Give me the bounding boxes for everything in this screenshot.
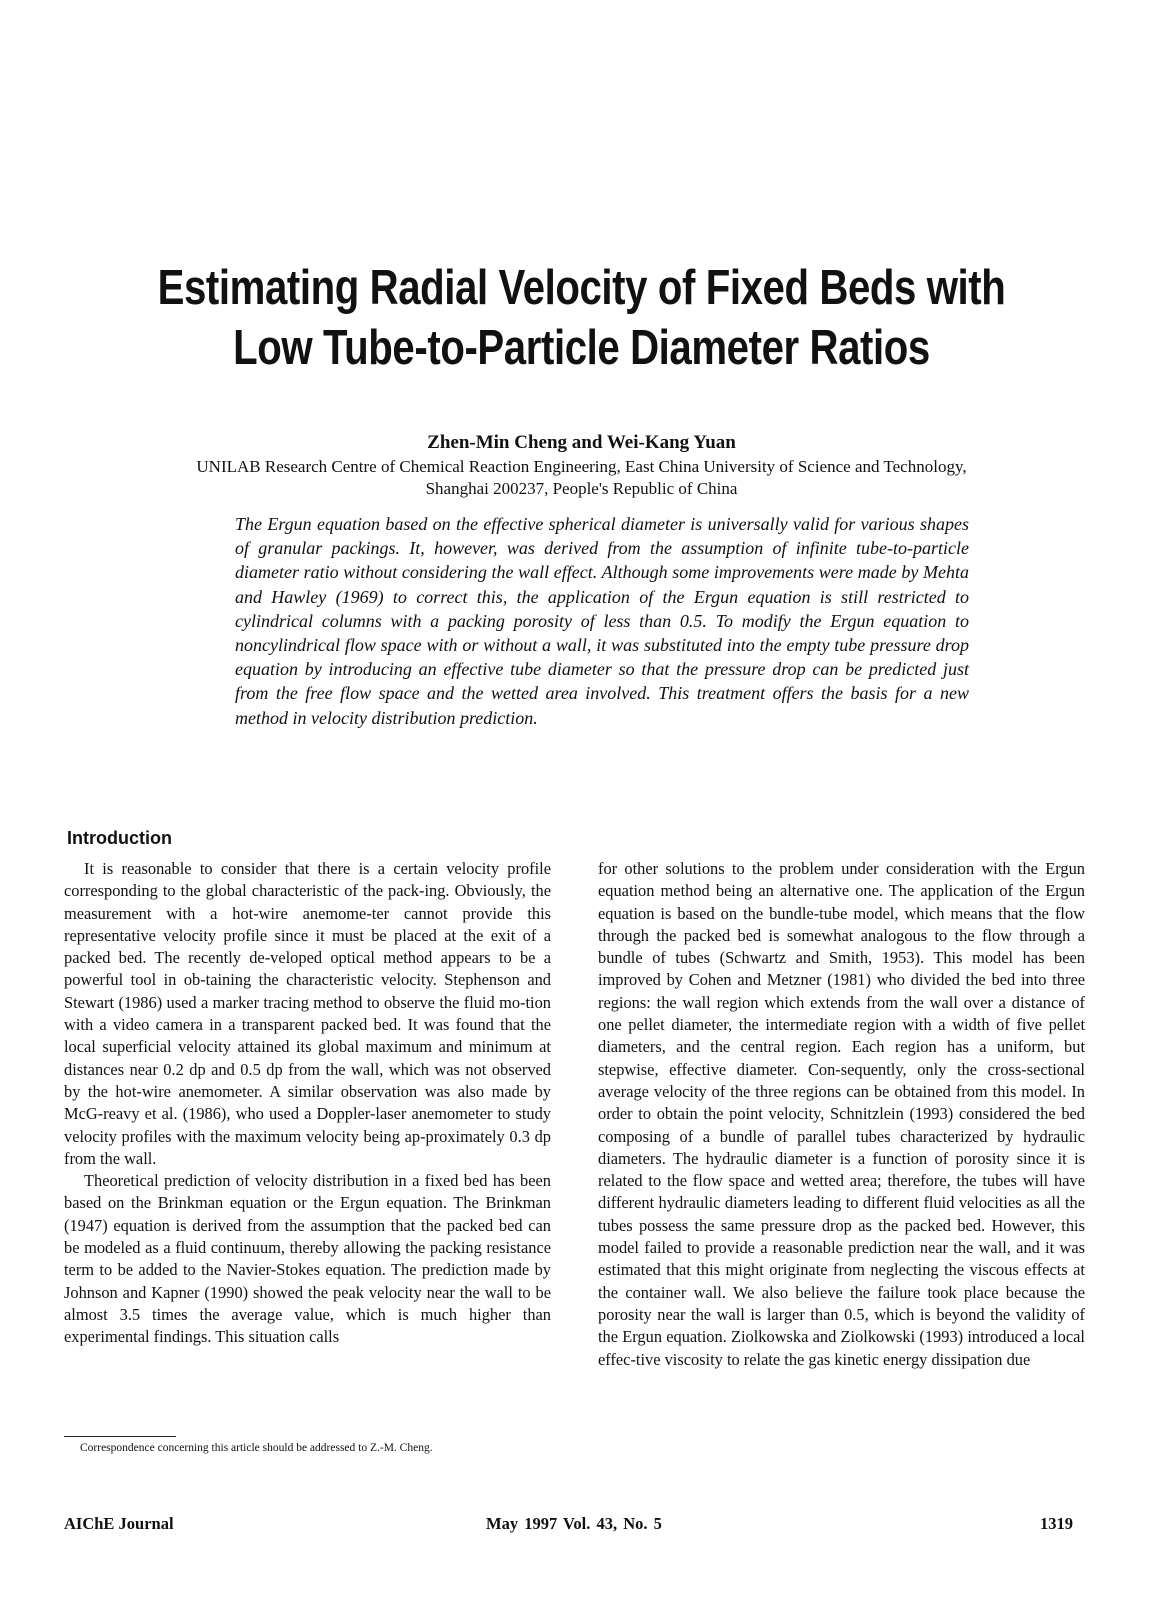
affiliation-line-2: Shanghai 200237, People's Republic of China	[425, 479, 738, 498]
left-paragraph-2: Theoretical prediction of velocity distribution in a fixed bed has been based on the Brinkman equation or the Ergun equation. The Brinkman (1947) equation is derived from the assumption that the packed bed can be modeled as a fluid continuum, thereby allowing the packing resistance term to be added to the Navier-Stokes equation. The prediction made by Johnson and Kapner (1990) showed the peak velocity near the wall to be almost 3.5 times the average value, which is much higher than experimental findings. This situation calls	[64, 1171, 551, 1347]
affiliation	[80, 456, 1083, 500]
abstract: The Ergun equation based on the effective spherical diameter is universally valid for various shapes of granular packings. It, however, was derived from the assumption of infinite tube-to-particle diameter ratio without considering the wall effect. Although some improvements were made by Mehta and Hawley (1969) to correct this, the application of the Ergun equation is still restricted to cylindrical columns with a packing porosity of less than 0.5. To modify the Ergun equation to noncylindrical flow space with or without a wall, it was substituted into the empty tube pressure drop equation by introducing an effective tube diameter so that the pressure drop can be predicted just from the free flow space and the wetted area involved. This treatment offers the basis for a new method in velocity distribution prediction.	[235, 514, 969, 728]
left-paragraph-1: It is reasonable to consider that there is a certain velocity profile corresponding to the global characteristic of the pack-ing. Obviously, the measurement with a hot-wire anemome-ter cannot provide this representative velocity profile since it must be placed at the exit of a packed bed. The recently de-veloped optical method appears to be a powerful tool in ob-taining the characteristic velocity. Stephenson and Stewart (1986) used a marker tracing method to observe the fluid mo-tion with a video camera in a transparent packed bed. It was found that the local superficial velocity attained its global maximum and minimum at distances near 0.2 dp and 0.5 dp from the wall, which was not observed by the hot-wire anemometer. A similar observation was also made by McG-reavy et al. (1986), who used a Doppler-laser anemometer to study velocity profiles with the maximum velocity being ap-proximately 0.3 dp from the wall.	[64, 859, 551, 1168]
right-column	[598, 858, 1085, 1371]
title-line-1: Estimating Radial Velocity of Fixed Beds with	[157, 261, 1006, 315]
left-column	[64, 858, 551, 1349]
authors: Zhen-Min Cheng and Wei-Kang Yuan	[427, 432, 736, 453]
right-paragraph-1: for other solutions to the problem under consideration with the Ergun equation method being an alternative one. The application of the Ergun equation is based on the bundle-tube model, which means that the flow through the packed bed is somewhat analogous to the flow through a bundle of tubes (Schwartz and Smith, 1953). This model has been improved by Cohen and Metzner (1981) who divided the bed into three regions: the wall region which extends from the wall over a distance of one pellet diameter, the intermediate region with a width of five pellet diameters, and the central region. Each region has a uniform, but stepwise, effective diameter. Con-sequently, only the cross-sectional average velocity of the three regions can be obtained from this model. In order to obtain the point velocity, Schnitzlein (1993) considered the bed composing of a bundle of parallel tubes characterized by hydraulic diameters. The hydraulic diameter is a function of porosity since it is related to the flow space and wetted area; therefore, the tubes will have different hydraulic diameters leading to different fluid velocities as all the tubes possess the same pressure drop as the packed bed. However, this model failed to provide a reasonable prediction near the wall, and it was estimated that this might originate from neglecting the viscous effects at the container wall. We also believe the failure took place because the porosity near the wall is larger than 0.5, which is beyond the validity of the Ergun equation. Ziolkowska and Ziolkowski (1993) introduced a local effec-tive viscosity to relate the gas kinetic energy dissipation due	[598, 859, 1085, 1369]
affiliation-line-1: UNILAB Research Centre of Chemical Reaction Engineering, East China University of Science and Technology,	[196, 457, 967, 476]
footer-page-number: 1319	[1040, 1514, 1073, 1533]
title-line-2: Low Tube-to-Particle Diameter Ratios	[233, 321, 930, 375]
footnote-rule	[64, 1436, 176, 1437]
footer-issue: May 1997 Vol. 43, No. 5	[486, 1514, 662, 1533]
section-heading-introduction: Introduction	[67, 828, 172, 848]
article-title	[60, 258, 1103, 378]
footer-journal: AIChE Journal	[64, 1514, 174, 1533]
footnote: Correspondence concerning this article should be addressed to Z.-M. Cheng.	[80, 1442, 433, 1454]
